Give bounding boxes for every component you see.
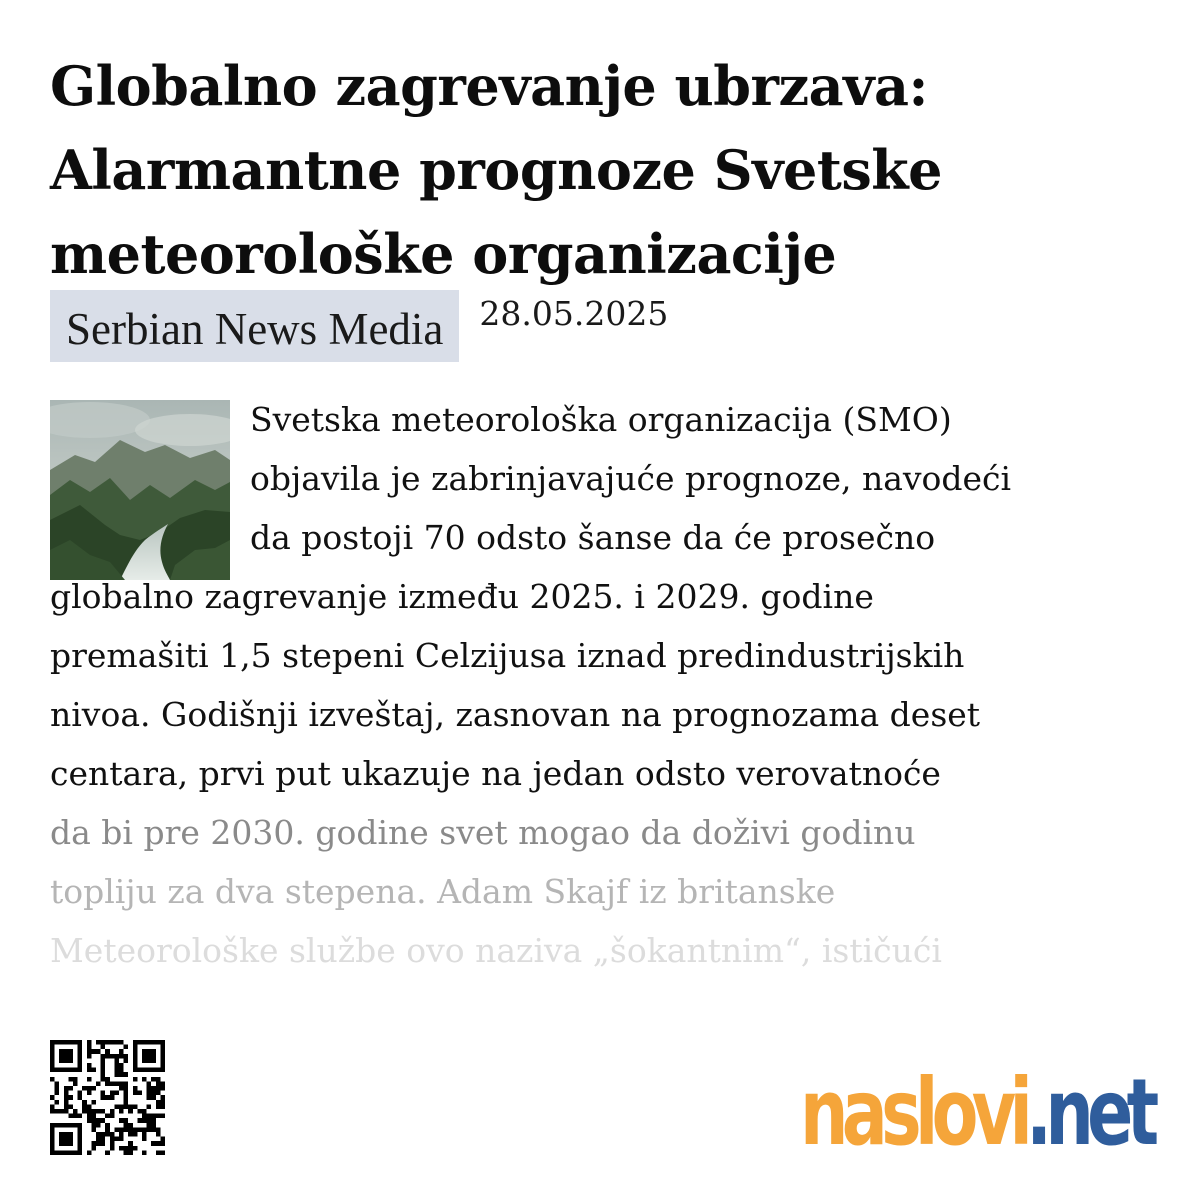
source-badge: Serbian News Media <box>50 290 459 362</box>
publish-date: 28.05.2025 <box>479 294 669 333</box>
body-line: topliju za dva stepena. Adam Skajf iz britanske <box>50 872 836 911</box>
body-line: centara, prvi put ukazuje na jedan odsto verovatnoće <box>50 754 941 793</box>
body-line: Meteorološke službe ovo naziva „šokantnim“, ističući <box>50 931 942 970</box>
body-line: objavila je zabrinjavajuće prognoze, navodeći <box>250 459 1012 498</box>
body-line: nivoa. Godišnji izveštaj, zasnovan na prognozama deset <box>50 695 981 734</box>
body-line: globalno zagrevanje između 2025. i 2029. godine <box>50 577 874 616</box>
logo-text-naslovi: naslovi <box>800 1059 1027 1166</box>
article-meta <box>50 290 668 362</box>
qr-code-icon <box>50 1040 165 1155</box>
logo-text-net: .net <box>1026 1059 1153 1166</box>
body-line: premašiti 1,5 stepeni Celzijusa iznad predindustrijskih <box>50 636 965 675</box>
body-line: da postoji 70 odsto šanse da će prosečno <box>250 518 936 557</box>
body-line: Svetska meteorološka organizacija (SMO) <box>250 400 952 439</box>
qr-code[interactable] <box>50 1040 165 1155</box>
body-line: da bi pre 2030. godine svet mogao da doživi godinu <box>50 813 916 852</box>
site-logo[interactable] <box>800 1058 1153 1168</box>
article-body <box>50 390 1160 980</box>
headline-line: Globalno zagrevanje ubrzava: <box>50 54 928 118</box>
headline-line: Alarmantne prognoze Svetske <box>50 138 943 202</box>
headline-line: meteorološke organizacije <box>50 222 837 286</box>
headline <box>50 44 1160 296</box>
